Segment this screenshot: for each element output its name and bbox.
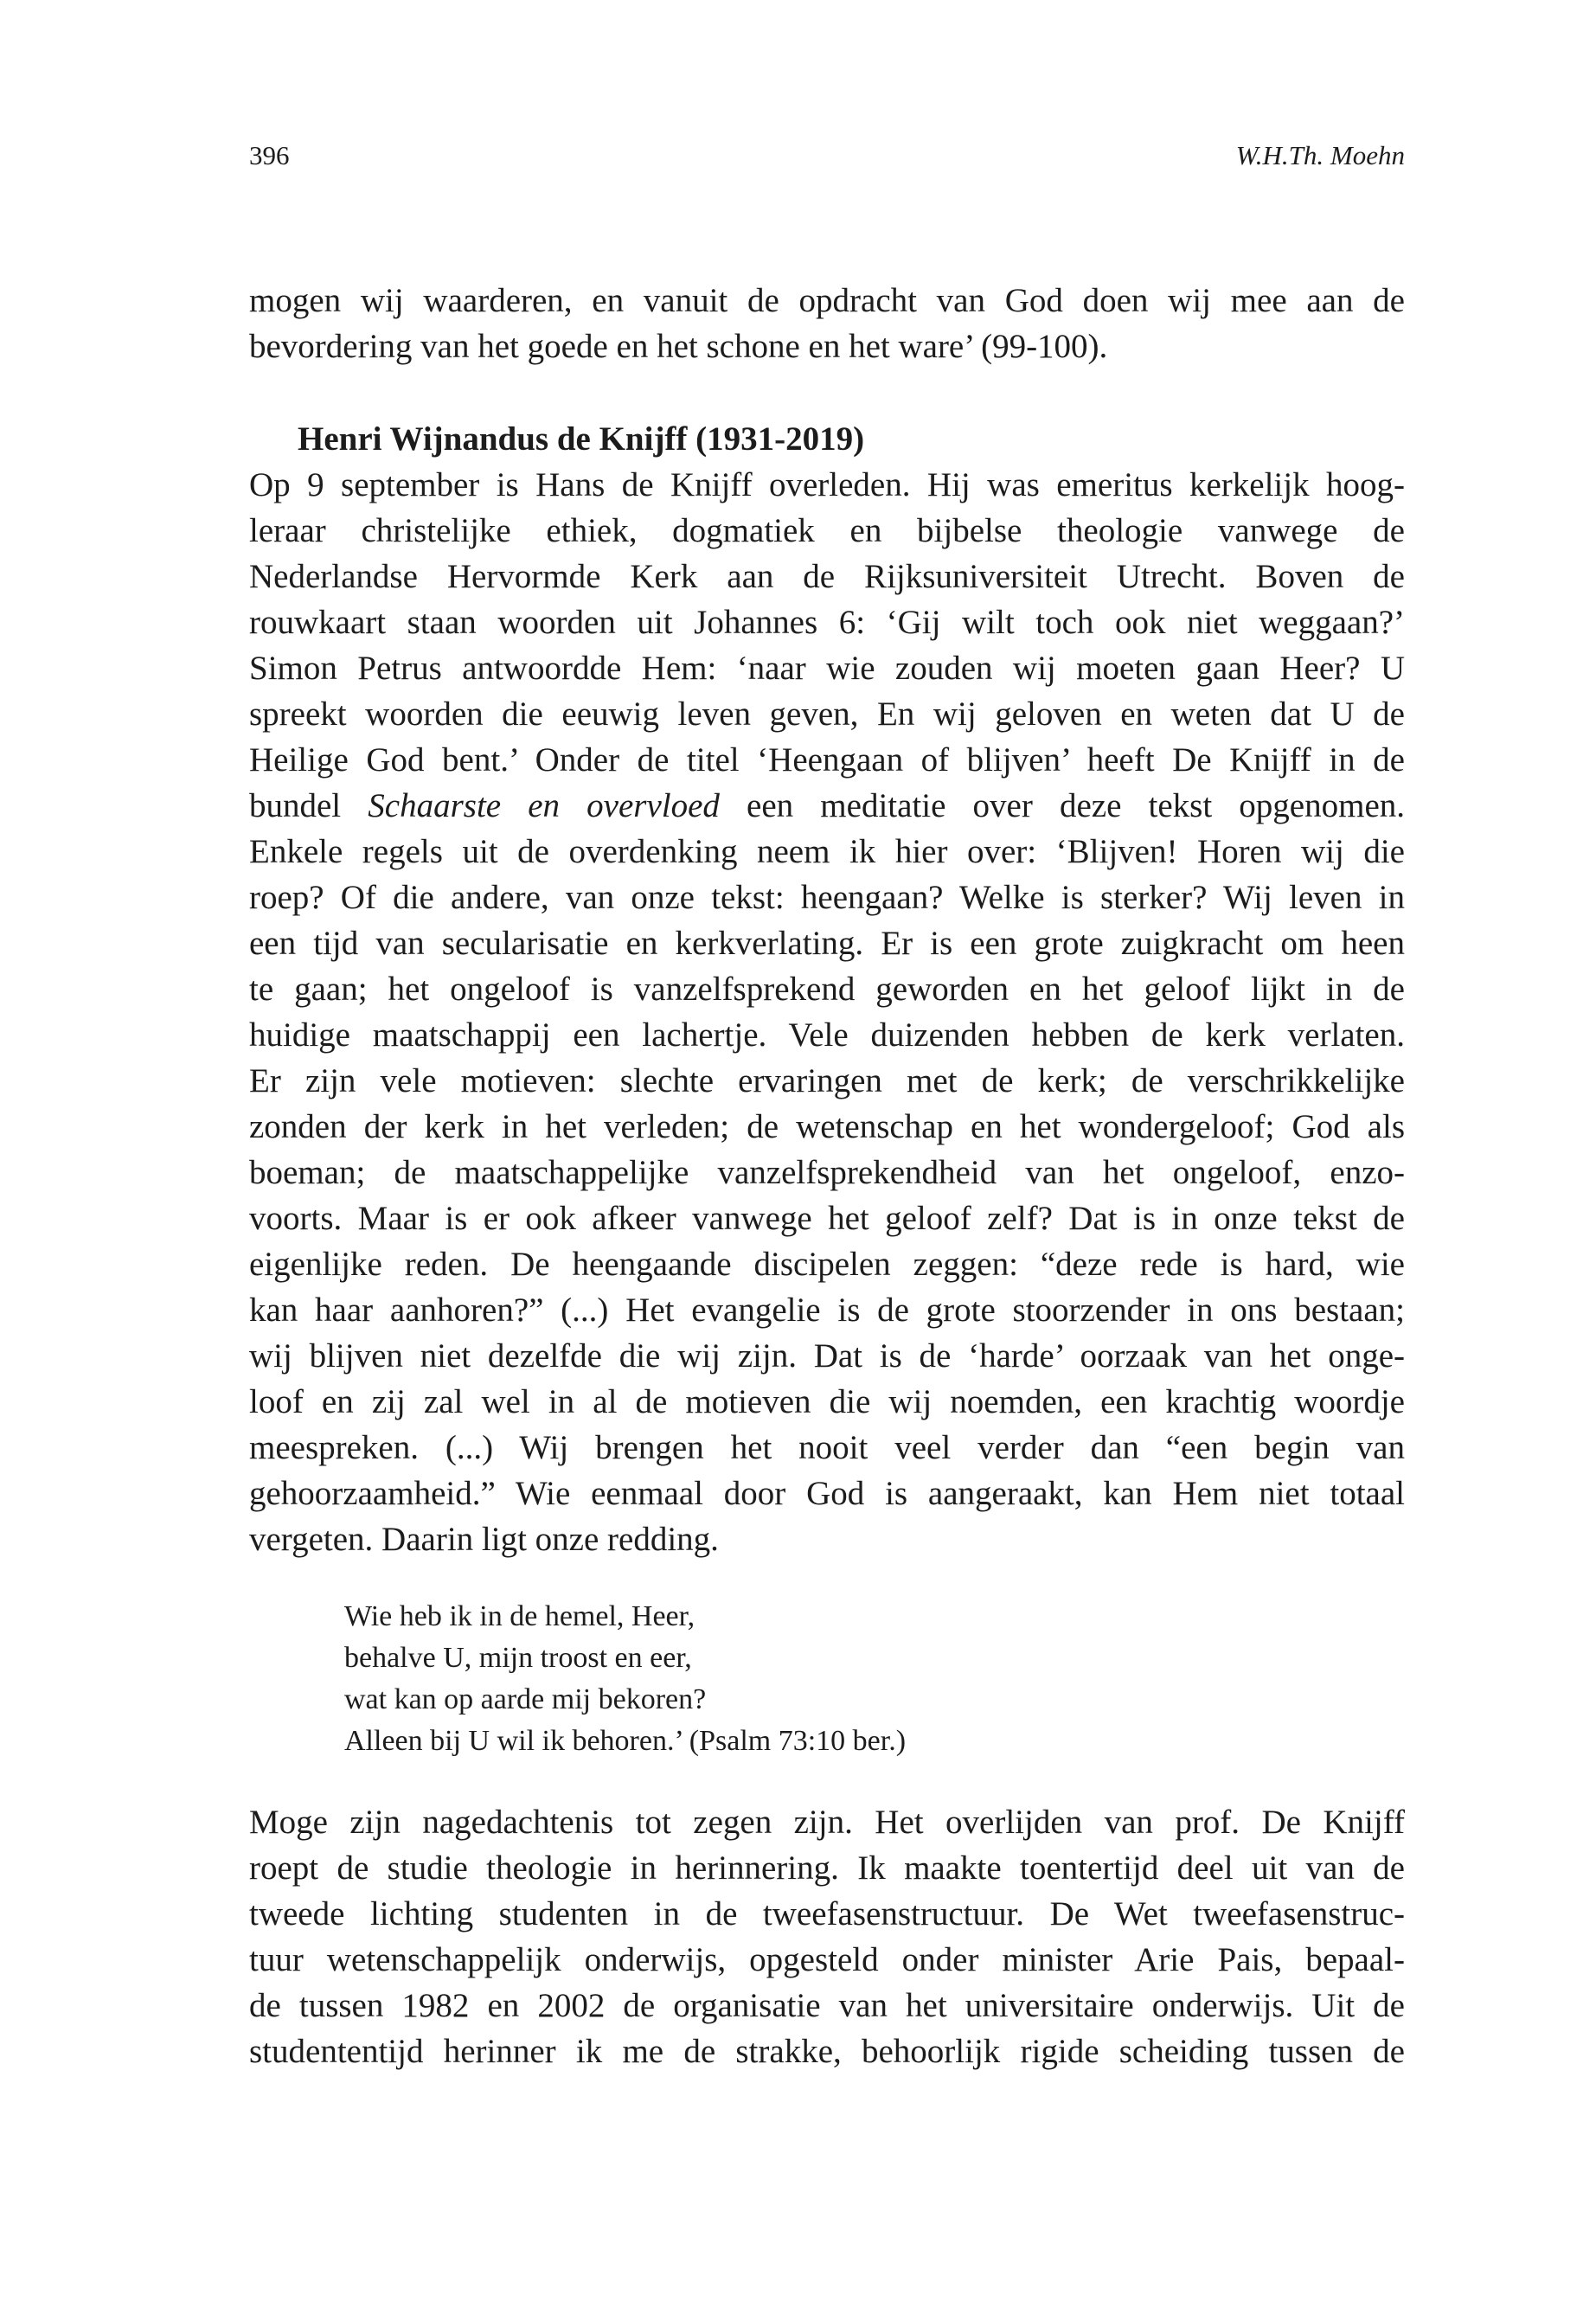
text-line: wij blijven niet dezelfde die wij zijn. Dat is de ‘harde’ oorzaak van het onge- (249, 1337, 1405, 1375)
text-line: mogen wij waarderen, en vanuit de opdracht van God doen wij mee aan de (249, 282, 1405, 319)
running-author: W.H.Th. Moehn (1235, 140, 1405, 170)
text-line: gehoorzaamheid.” Wie eenmaal door God is aangeraakt, kan Hem niet totaal (249, 1475, 1405, 1512)
psalm-quote (344, 1596, 1123, 1762)
text-line: te gaan; het ongeloof is vanzelfsprekend geworden en het geloof lijkt in de (249, 971, 1405, 1008)
text-line: studententijd herinner ik me de strakke, behoorlijk rigide scheiding tussen de (249, 2033, 1405, 2070)
text-line: kan haar aanhoren?” (...) Het evangelie is de grote stoorzender in ons bestaan; (249, 1292, 1405, 1329)
text-line: meespreken. (...) Wij brengen het nooit veel verder dan “een begin van (249, 1429, 1405, 1466)
text-line: Op 9 september is Hans de Knijff overleden. Hij was emeritus kerkelijk hoog- (249, 466, 1405, 503)
text-line: een tijd van secularisatie en kerkverlating. Er is een grote zuigkracht om heen (249, 925, 1405, 962)
text-line: roep? Of die andere, van onze tekst: heengaan? Welke is sterker? Wij leven in (249, 879, 1405, 916)
text-line: tuur wetenschappelijk onderwijs, opgesteld onder minister Arie Pais, bepaal- (249, 1941, 1405, 1978)
poem-line: behalve U, mijn troost en eer, (344, 1642, 692, 1674)
running-head (249, 137, 1405, 175)
text-line-with-book-title (249, 783, 1405, 829)
closing-paragraph (249, 1799, 1405, 2074)
text-line: vergeten. Daarin ligt onze redding. (249, 1521, 719, 1558)
text-line: Er zijn vele motieven: slechte ervaringen met de kerk; de verschrikkelijke (249, 1062, 1405, 1099)
text-line: Enkele regels uit de overdenking neem ik hier over: ‘Blijven! Horen wij die (249, 833, 1405, 870)
text-fragment: een meditatie over deze tekst opgenomen. (719, 787, 1406, 824)
text-fragment: bundel (249, 787, 369, 824)
text-line: huidige maatschappij een lachertje. Vele duizenden hebben de kerk verlaten. (249, 1016, 1405, 1054)
section-heading: Henri Wijnandus de Knijff (1931-2019) (298, 420, 865, 458)
text-line: voorts. Maar is er ook afkeer vanwege het geloof zelf? Dat is in onze tekst de (249, 1200, 1405, 1237)
poem-line: Alleen bij U wil ik behoren.’ (Psalm 73:10 ber.) (344, 1725, 907, 1757)
text-line: rouwkaart staan woorden uit Johannes 6: ‘Gij wilt toch ook niet weggaan?’ (249, 604, 1405, 641)
text-line: bevordering van het goede en het schone en het ware’ (99-100). (249, 328, 1108, 365)
text-line: de tussen 1982 en 2002 de organisatie van het universitaire onderwijs. Uit de (249, 1987, 1405, 2024)
text-line: loof en zij zal wel in al de motieven die wij noemden, een krachtig woordje (249, 1383, 1405, 1420)
page-number: 396 (249, 140, 290, 170)
text-line: eigenlijke reden. De heengaande discipelen zeggen: “deze rede is hard, wie (249, 1246, 1405, 1283)
poem-line: Wie heb ik in de hemel, Heer, (344, 1600, 695, 1632)
text-line: Simon Petrus antwoordde Hem: ‘naar wie zouden wij moeten gaan Heer? U (249, 650, 1405, 687)
poem-line: wat kan op aarde mij bekoren? (344, 1683, 707, 1715)
text-line: leraar christelijke ethiek, dogmatiek en bijbelse theologie vanwege de (249, 512, 1405, 549)
text-line: Moge zijn nagedachtenis tot zegen zijn. Het overlijden van prof. De Knijff (249, 1804, 1405, 1841)
intro-paragraph (249, 278, 1405, 369)
text-line: Nederlandse Hervormde Kerk aan de Rijksuniversiteit Utrecht. Boven de (249, 558, 1405, 595)
text-line: boeman; de maatschappelijke vanzelfsprekendheid van het ongeloof, enzo- (249, 1154, 1405, 1191)
book-title: Schaarste en overvloed (368, 787, 720, 824)
text-line: tweede lichting studenten in de tweefasenstructuur. De Wet tweefasenstruc- (249, 1895, 1405, 1932)
text-line: roept de studie theologie in herinnering. Ik maakte toentertijd deel uit van de (249, 1849, 1405, 1887)
text-line: zonden der kerk in het verleden; de wetenschap en het wondergeloof; God als (249, 1108, 1405, 1145)
text-line: Heilige God bent.’ Onder de titel ‘Heengaan of blijven’ heeft De Knijff in de (249, 741, 1405, 779)
text-line: spreekt woorden die eeuwig leven geven, En wij geloven en weten dat U de (249, 695, 1405, 733)
obituary-section (249, 416, 1405, 1562)
